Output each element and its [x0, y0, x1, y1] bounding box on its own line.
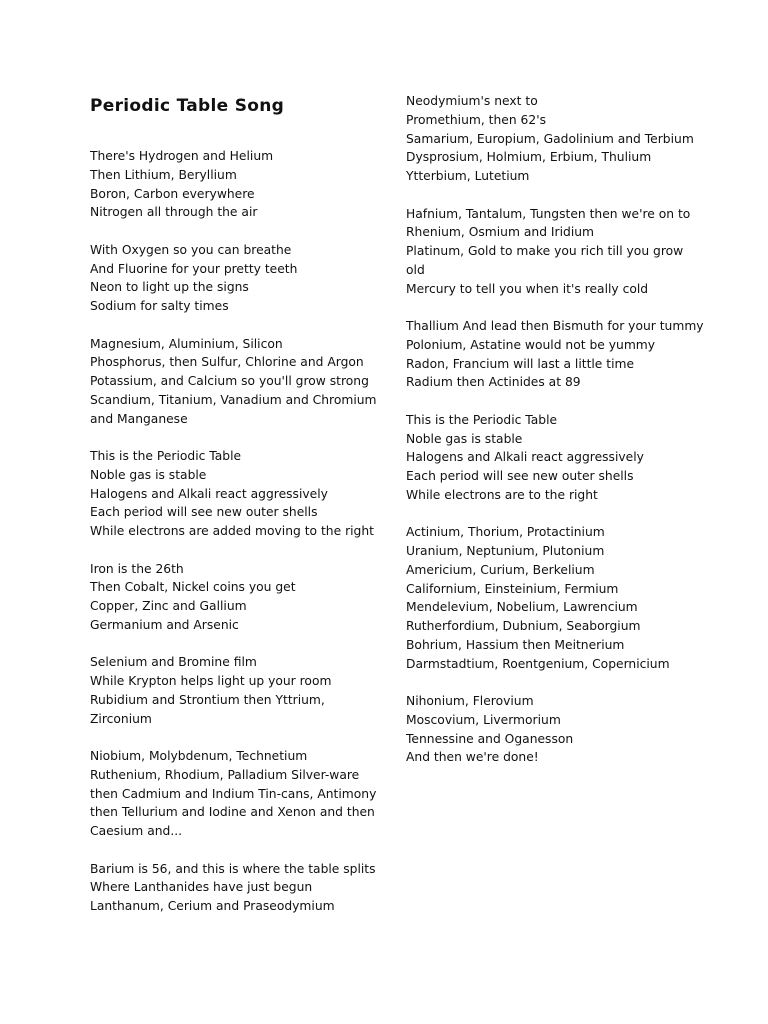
lyrics-line: Scandium, Titanium, Vanadium and Chromium	[90, 392, 377, 407]
lyrics-line: Ruthenium, Rhodium, Palladium Silver-ware	[90, 767, 360, 782]
lyrics-left-column	[90, 147, 375, 935]
lyrics-line: Germanium and Arsenic	[90, 617, 239, 632]
lyrics-line: While Krypton helps light up your room	[90, 674, 332, 688]
lyrics-line: Lanthanum, Cerium and Praseodymium	[90, 899, 335, 913]
lyrics-stanza	[406, 523, 706, 673]
document-title: Periodic Table Song	[90, 96, 285, 116]
lyrics-line: Phosphorus, then Sulfur, Chlorine and Argon	[90, 355, 364, 370]
lyrics-line: Tennessine and Oganesson	[406, 731, 574, 746]
lyrics-line: Radon, Francium will last a little time	[406, 356, 635, 371]
lyrics-line: Polonium, Astatine would not be yummy	[406, 337, 656, 352]
lyrics-line: Noble gas is stable	[90, 467, 207, 482]
lyrics-line: Halogens and Alkali react aggressively	[90, 486, 328, 501]
lyrics-line: Thallium And lead then Bismuth for your tummy	[406, 319, 704, 333]
lyrics-stanza	[90, 653, 375, 728]
lyrics-stanza	[90, 560, 375, 635]
lyrics-line: Actinium, Thorium, Protactinium	[406, 525, 605, 540]
lyrics-line: then Cadmium and Indium Tin-cans, Antimony	[90, 786, 377, 801]
lyrics-line: Boron, Carbon everywhere	[90, 186, 255, 201]
lyrics-stanza	[90, 447, 375, 541]
lyrics-line: then Tellurium and Iodine and Xenon and then	[90, 805, 375, 820]
lyrics-line: Radium then Actinides at 89	[406, 375, 581, 390]
lyrics-stanza	[90, 747, 375, 841]
lyrics-line: Moscovium, Livermorium	[406, 712, 561, 727]
lyrics-line: Californium, Einsteinium, Fermium	[406, 581, 619, 596]
lyrics-line: Selenium and Bromine film	[90, 655, 257, 670]
lyrics-stanza	[406, 411, 706, 505]
lyrics-line: Nitrogen all through the air	[90, 205, 258, 220]
lyrics-line: Barium is 56, and this is where the table splits	[90, 861, 376, 876]
lyrics-line: Rutherfordium, Dubnium, Seaborgium	[406, 619, 641, 633]
lyrics-line: Rubidium and Strontium then Yttrium,	[90, 692, 325, 707]
lyrics-line: old	[406, 262, 425, 277]
lyrics-line: Then Lithium, Beryllium	[90, 167, 237, 182]
lyrics-stanza	[90, 147, 375, 222]
lyrics-line: And then we're done!	[406, 750, 539, 765]
lyrics-line: Neon to light up the signs	[90, 280, 249, 295]
lyrics-line: There's Hydrogen and Helium	[90, 149, 274, 163]
lyrics-line: Rhenium, Osmium and Iridium	[406, 225, 595, 240]
lyrics-line: Ytterbium, Lutetium	[406, 169, 530, 183]
lyrics-line: Mendelevium, Nobelium, Lawrencium	[406, 600, 638, 615]
lyrics-line: Each period will see new outer shells	[406, 469, 634, 483]
lyrics-line: Samarium, Europium, Gadolinium and Terbium	[406, 131, 694, 146]
lyrics-line: With Oxygen so you can breathe	[90, 242, 292, 257]
lyrics-line: Dysprosium, Holmium, Erbium, Thulium	[406, 150, 652, 165]
lyrics-stanza	[90, 241, 375, 316]
lyrics-line: This is the Periodic Table	[406, 412, 558, 427]
lyrics-line: Uranium, Neptunium, Plutonium	[406, 544, 605, 558]
lyrics-stanza	[406, 692, 706, 767]
lyrics-stanza	[90, 335, 375, 429]
lyrics-line: Copper, Zinc and Gallium	[90, 599, 247, 613]
lyrics-line: Caesium and...	[90, 824, 183, 838]
lyrics-line: While electrons are to the right	[406, 487, 598, 502]
lyrics-stanza	[406, 205, 706, 299]
lyrics-line: and Manganese	[90, 411, 188, 426]
lyrics-line: Potassium, and Calcium so you'll grow strong	[90, 374, 369, 388]
lyrics-line: Then Cobalt, Nickel coins you get	[90, 580, 296, 595]
lyrics-line: Bohrium, Hassium then Meitnerium	[406, 637, 625, 652]
lyrics-line: Mercury to tell you when it's really cold	[406, 281, 649, 296]
lyrics-line: Each period will see new outer shells	[90, 505, 318, 520]
lyrics-line: Darmstadtium, Roentgenium, Copernicium	[406, 656, 670, 671]
lyrics-line: Platinum, Gold to make you rich till you grow	[406, 244, 684, 258]
lyrics-line: Iron is the 26th	[90, 561, 184, 576]
lyrics-line: Noble gas is stable	[406, 431, 523, 446]
lyrics-line: Hafnium, Tantalum, Tungsten then we're on to	[406, 206, 691, 221]
lyrics-line: Niobium, Molybdenum, Technetium	[90, 749, 308, 763]
lyrics-line: Neodymium's next to	[406, 94, 538, 108]
lyrics-line: This is the Periodic Table	[90, 449, 242, 463]
lyrics-line: And Fluorine for your pretty teeth	[90, 261, 298, 276]
lyrics-line: Where Lanthanides have just begun	[90, 880, 313, 895]
lyrics-line: Nihonium, Flerovium	[406, 694, 534, 708]
lyrics-line: Zirconium	[90, 711, 152, 726]
lyrics-line: Magnesium, Aluminium, Silicon	[90, 336, 283, 351]
lyrics-line: While electrons are added moving to the right	[90, 524, 374, 538]
lyrics-stanza	[90, 860, 375, 916]
lyrics-line: Americium, Curium, Berkelium	[406, 562, 595, 577]
lyrics-stanza	[406, 317, 706, 392]
lyrics-line: Halogens and Alkali react aggressively	[406, 450, 644, 465]
lyrics-stanza	[406, 92, 706, 186]
lyrics-line: Promethium, then 62's	[406, 112, 546, 127]
lyrics-line: Sodium for salty times	[90, 299, 229, 313]
lyrics-right-column	[406, 92, 706, 786]
